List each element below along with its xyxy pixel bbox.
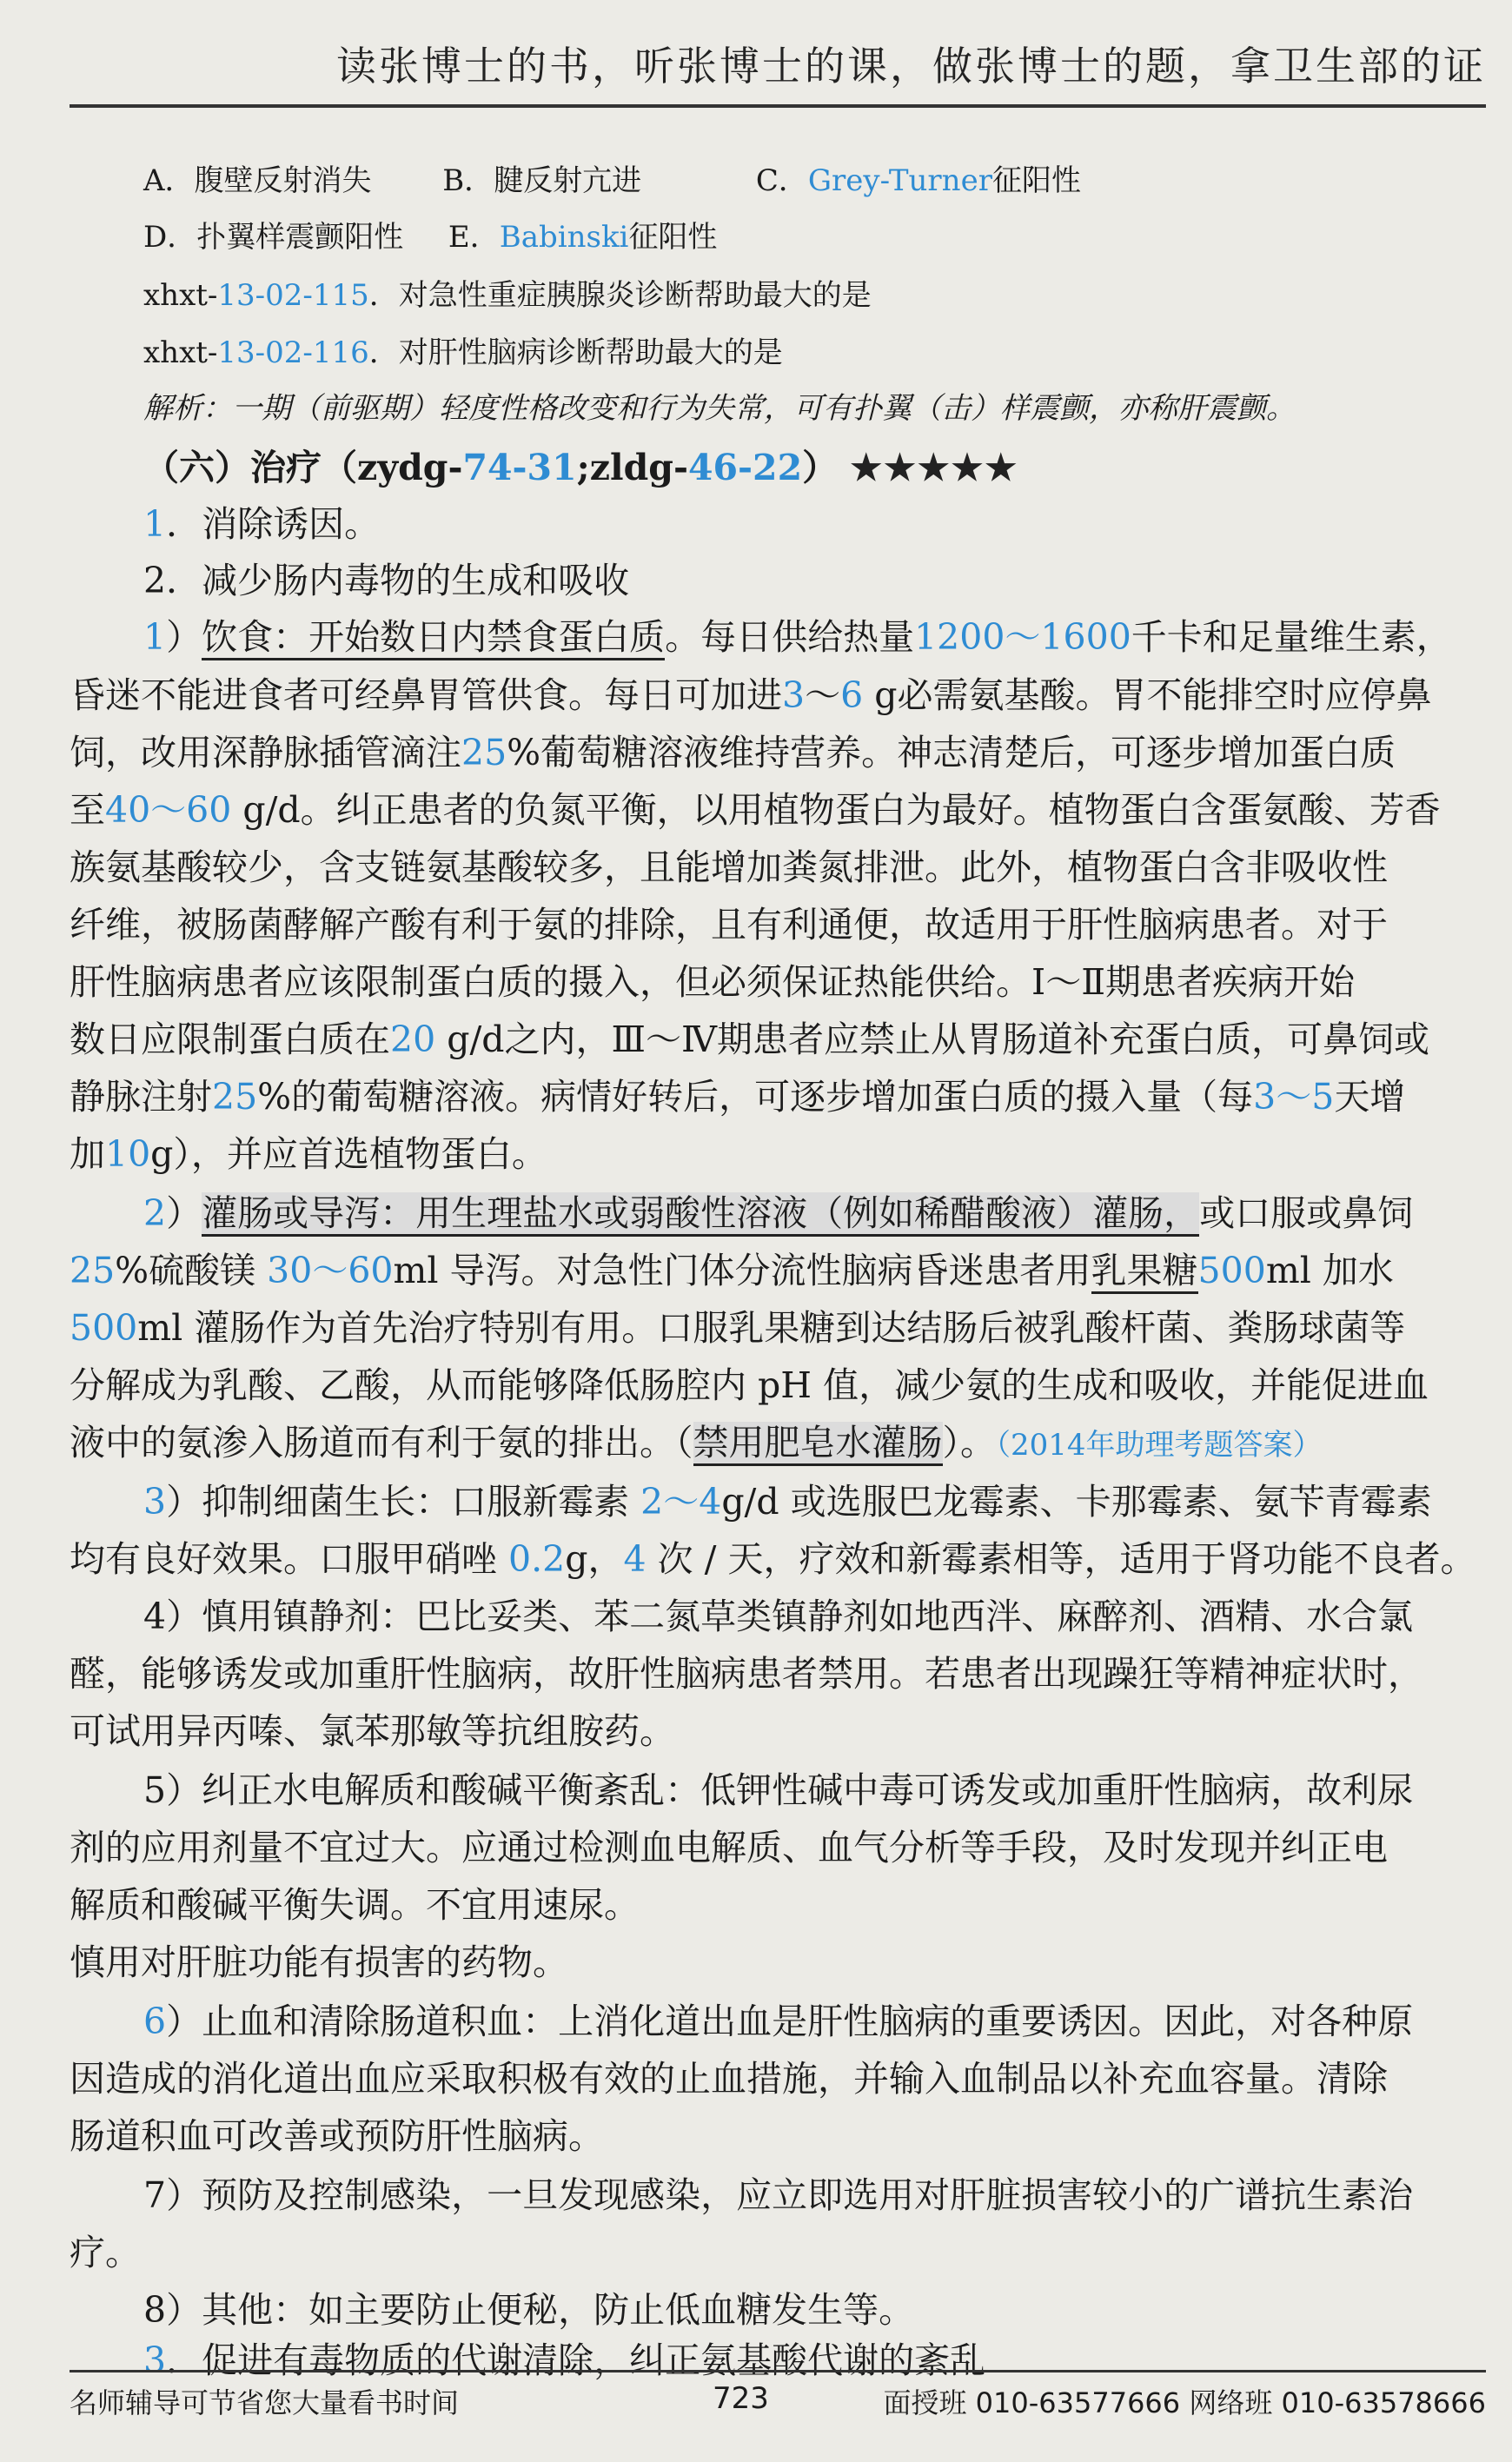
section-title-sep: ;zldg- xyxy=(576,447,688,488)
sub-3-line-2 xyxy=(70,1530,1476,1582)
text-fragment: ml 加水 xyxy=(1265,1250,1394,1291)
question-text: ．对急性重症胰腺炎诊断帮助最大的是 xyxy=(368,278,872,313)
text-fragment: 次 / 天，疗效和新霉素相等，适用于肾功能不良者。 xyxy=(646,1538,1476,1580)
section-code-2: 46-22 xyxy=(687,447,803,488)
option-c-term: Grey-Turner xyxy=(807,163,992,198)
text-fragment: g），并应首选植物蛋白。 xyxy=(150,1133,547,1175)
item-text: ．消除诱因。 xyxy=(166,503,381,545)
sub-8: 8）其他：如主要防止便秘，防止低血糖发生等。 xyxy=(143,2289,915,2331)
highlight-number: 25 xyxy=(70,1250,116,1291)
item-text: ．促进有毒物质的代谢清除，纠正氨基酸代谢的紊乱 xyxy=(166,2339,986,2381)
option-e-term: Babinski xyxy=(499,220,629,255)
highlight-number: 25 xyxy=(212,1076,258,1118)
underlined-text: 饮食：开始数日内禁食蛋白质 xyxy=(202,616,665,660)
highlight-number: 6 xyxy=(840,674,864,716)
text-fragment: ml 导泻。对急性门体分流性脑病昏迷患者用 xyxy=(393,1250,1091,1291)
sub-4-line-2: 醛，能够诱发或加重肝性脑病，故肝性脑病患者禁用。若患者出现躁狂等精神症状时， xyxy=(70,1653,1423,1695)
page-number: 723 xyxy=(713,2381,769,2416)
sub-number: 1 xyxy=(143,616,167,658)
header-rule xyxy=(70,104,1486,108)
question-code: 13-02-115 xyxy=(217,278,369,313)
text-fragment: ）止血和清除肠道积血：上消化道出血是肝性脑病的重要诱因。因此，对各种原 xyxy=(166,2001,1414,2042)
question-code: 13-02-116 xyxy=(217,335,369,370)
text-fragment: 至 xyxy=(70,789,105,831)
highlight-number: 500 xyxy=(70,1307,138,1349)
highlight-number: 3 xyxy=(782,674,806,716)
sub-4-line-3: 可试用异丙嗪、氯苯那敏等抗组胺药。 xyxy=(70,1710,675,1752)
sub-number: 3 xyxy=(143,1481,167,1523)
sub-6-line-3: 肠道积血可改善或预防肝性脑病。 xyxy=(70,2115,604,2157)
sub-2-line-1 xyxy=(143,1185,1413,1236)
sub-7-line-2: 疗。 xyxy=(70,2232,141,2273)
section-title: （六）治疗（zydg- xyxy=(143,447,463,488)
section-code-1: 74-31 xyxy=(462,447,577,488)
sub-5-line-3: 解质和酸碱平衡失调。不宜用速尿。 xyxy=(70,1884,640,1926)
highlight-number: 1200～1600 xyxy=(914,616,1131,658)
text-fragment: ～ xyxy=(805,674,841,716)
sub-number: 6 xyxy=(143,2001,167,2042)
option-a: A．腹壁反射消失 xyxy=(143,163,372,198)
rating-stars: ★★★★★ xyxy=(850,447,1019,488)
footer-contact: 面授班 010-63577666 网络班 010-63578666 xyxy=(883,2386,1486,2419)
sub-1-line-6: 纤维，被肠菌酵解产酸有利于氨的排除，且有利通便，故适用于肝性脑病患者。对于 xyxy=(70,904,1388,946)
text-fragment: %的葡萄糖溶液。病情好转后，可逐步增加蛋白质的摄入量（每 xyxy=(257,1076,1254,1118)
section-title-end: ） xyxy=(802,447,839,488)
option-d: D．扑翼样震颤阳性 xyxy=(143,220,404,255)
item-number: 1 xyxy=(143,503,167,545)
text-fragment: ）抑制细菌生长：口服新霉素 xyxy=(166,1481,641,1523)
text-fragment: 昏迷不能进食者可经鼻胃管供食。每日可加进 xyxy=(70,674,782,716)
question-115 xyxy=(143,271,872,314)
highlight-number: 10 xyxy=(105,1133,151,1175)
question-116 xyxy=(143,328,783,371)
item-3 xyxy=(143,2332,985,2383)
question-code-prefix: xhxt- xyxy=(143,335,218,370)
highlight-number: 30～60 xyxy=(267,1250,394,1291)
highlight-number: 0.2 xyxy=(508,1538,566,1580)
text-fragment: g必需氨基酸。胃不能排空时应停鼻 xyxy=(863,674,1432,716)
sub-1-line-4 xyxy=(70,781,1441,833)
highlight-number: 500 xyxy=(1197,1250,1266,1291)
text-fragment: %葡萄糖溶液维持营养。神志清楚后，可逐步增加蛋白质 xyxy=(507,732,1396,773)
sub-6-line-2: 因造成的消化道出血应采取积极有效的止血措施，并输入血制品以补充血容量。清除 xyxy=(70,2058,1388,2100)
sub-4-line-1: 4）慎用镇静剂：巴比妥类、苯二氮草类镇静剂如地西泮、麻醉剂、酒精、水合氯 xyxy=(143,1596,1414,1637)
section-heading xyxy=(143,439,1018,490)
sub-1-line-9 xyxy=(70,1068,1405,1119)
item-1 xyxy=(143,495,380,547)
sub-2-line-3 xyxy=(70,1299,1405,1350)
text-fragment: 或口服或鼻饲 xyxy=(1199,1192,1414,1234)
text-fragment: 静脉注射 xyxy=(70,1076,212,1118)
option-e-prefix: E． xyxy=(448,220,500,255)
highlight-number: 2～4 xyxy=(640,1481,722,1523)
text-fragment: g/d。纠正患者的负氮平衡，以用植物蛋白为最好。植物蛋白含蛋氨酸、芳香 xyxy=(231,789,1441,831)
text-fragment: 加 xyxy=(70,1133,105,1175)
sub-5-line-4: 慎用对肝脏功能有损害的药物。 xyxy=(70,1941,568,1983)
text-fragment: %硫酸镁 xyxy=(115,1250,268,1291)
footer-slogan: 名师辅导可节省您大量看书时间 xyxy=(70,2386,460,2419)
sub-1-line-2 xyxy=(70,667,1431,718)
sub-1-line-8 xyxy=(70,1011,1429,1062)
text-fragment: ） xyxy=(166,1192,202,1234)
highlight-number: 40～60 xyxy=(105,789,232,831)
item-number: 3 xyxy=(143,2339,167,2381)
option-row-2 xyxy=(143,213,717,255)
sub-2-line-4: 分解成为乳酸、乙酸，从而能够降低肠腔内 pH 值，减少氨的生成和吸收，并能促进血 xyxy=(70,1364,1429,1406)
analysis-text: 解析：一期（前驱期）轻度性格改变和行为失常，可有扑翼（击）样震颤，亦称肝震颤。 xyxy=(143,391,1296,426)
text-fragment: 天增 xyxy=(1334,1076,1406,1118)
footer-rule xyxy=(70,2370,1486,2372)
option-b: B．腱反射亢进 xyxy=(442,163,642,198)
text-fragment: g/d之内，Ⅲ～Ⅳ期患者应禁止从胃肠道补充蛋白质，可鼻饲或 xyxy=(435,1019,1430,1060)
question-code-prefix: xhxt- xyxy=(143,278,218,313)
question-text: ．对肝性脑病诊断帮助最大的是 xyxy=(368,335,783,370)
text-fragment: ml 灌肠作为首先治疗特别有用。口服乳果糖到达结肠后被乳酸杆菌、粪肠球菌等 xyxy=(137,1307,1406,1349)
sub-7-line-1: 7）预防及控制感染，一旦发现感染，应立即选用对肝脏损害较小的广谱抗生素治 xyxy=(143,2174,1414,2216)
text-fragment: 液中的氨渗入肠道而有利于氨的排出。（ xyxy=(70,1422,693,1463)
highlight-number: 25 xyxy=(461,732,507,773)
sub-1-line-5: 族氨基酸较少，含支链氨基酸较多，且能增加粪氮排泄。此外，植物蛋白含非吸收性 xyxy=(70,846,1388,888)
option-c-prefix: C． xyxy=(755,163,808,198)
highlight-number: 20 xyxy=(390,1019,436,1060)
sub-1-line-1 xyxy=(143,608,1452,660)
option-c-suffix: 征阳性 xyxy=(991,163,1081,198)
item-2: 2．减少肠内毒物的生成和吸收 xyxy=(143,560,630,601)
sub-5-line-1: 5）纠正水电解质和酸碱平衡紊乱：低钾性碱中毒可诱发或加重肝性脑病，故利尿 xyxy=(143,1769,1414,1811)
text-fragment: 。每日供给热量 xyxy=(665,616,915,658)
sub-1-line-10 xyxy=(70,1125,547,1177)
sub-1-line-7: 肝性脑病患者应该限制蛋白质的摄入，但必须保证热能供给。Ⅰ～Ⅱ期患者疾病开始 xyxy=(70,961,1356,1003)
sub-2-line-5 xyxy=(70,1414,1323,1465)
highlighted-text: 禁用肥皂水灌肠 xyxy=(693,1422,943,1466)
highlight-number: 4 xyxy=(623,1538,647,1580)
sub-5-line-2: 剂的应用剂量不宜过大。应通过检测血电解质、血气分析等手段，及时发现并纠正电 xyxy=(70,1827,1388,1868)
option-row-1 xyxy=(143,156,1081,199)
sub-number: 2 xyxy=(143,1192,167,1234)
exam-answer-note: （2014年助理考题答案） xyxy=(996,1428,1323,1463)
text-fragment: 千卡和足量维生素， xyxy=(1131,616,1452,658)
sub-2-line-2 xyxy=(70,1242,1394,1293)
sub-1-line-3 xyxy=(70,724,1396,775)
highlight-number: 3～5 xyxy=(1253,1076,1335,1118)
text-fragment: 数日应限制蛋白质在 xyxy=(70,1019,390,1060)
sub-3-line-1 xyxy=(143,1473,1432,1524)
text-fragment: ） xyxy=(166,616,202,658)
sub-6-line-1 xyxy=(143,1993,1413,2044)
text-fragment: g， xyxy=(565,1538,624,1580)
text-fragment: ）。 xyxy=(942,1422,996,1463)
highlighted-text: 灌肠或导泻：用生理盐水或弱酸性溶液（例如稀醋酸液）灌肠， xyxy=(202,1192,1199,1237)
header-slogan: 读张博士的书，听张博士的课，做张博士的题，拿卫生部的证 xyxy=(336,43,1486,90)
option-e-suffix: 征阳性 xyxy=(628,220,718,255)
text-fragment: 均有良好效果。口服甲硝唑 xyxy=(70,1538,509,1580)
underlined-text: 乳果糖 xyxy=(1091,1250,1198,1294)
text-fragment: g/d 或选服巴龙霉素、卡那霉素、氨苄青霉素 xyxy=(721,1481,1432,1523)
text-fragment: 饲，改用深静脉插管滴注 xyxy=(70,732,461,773)
